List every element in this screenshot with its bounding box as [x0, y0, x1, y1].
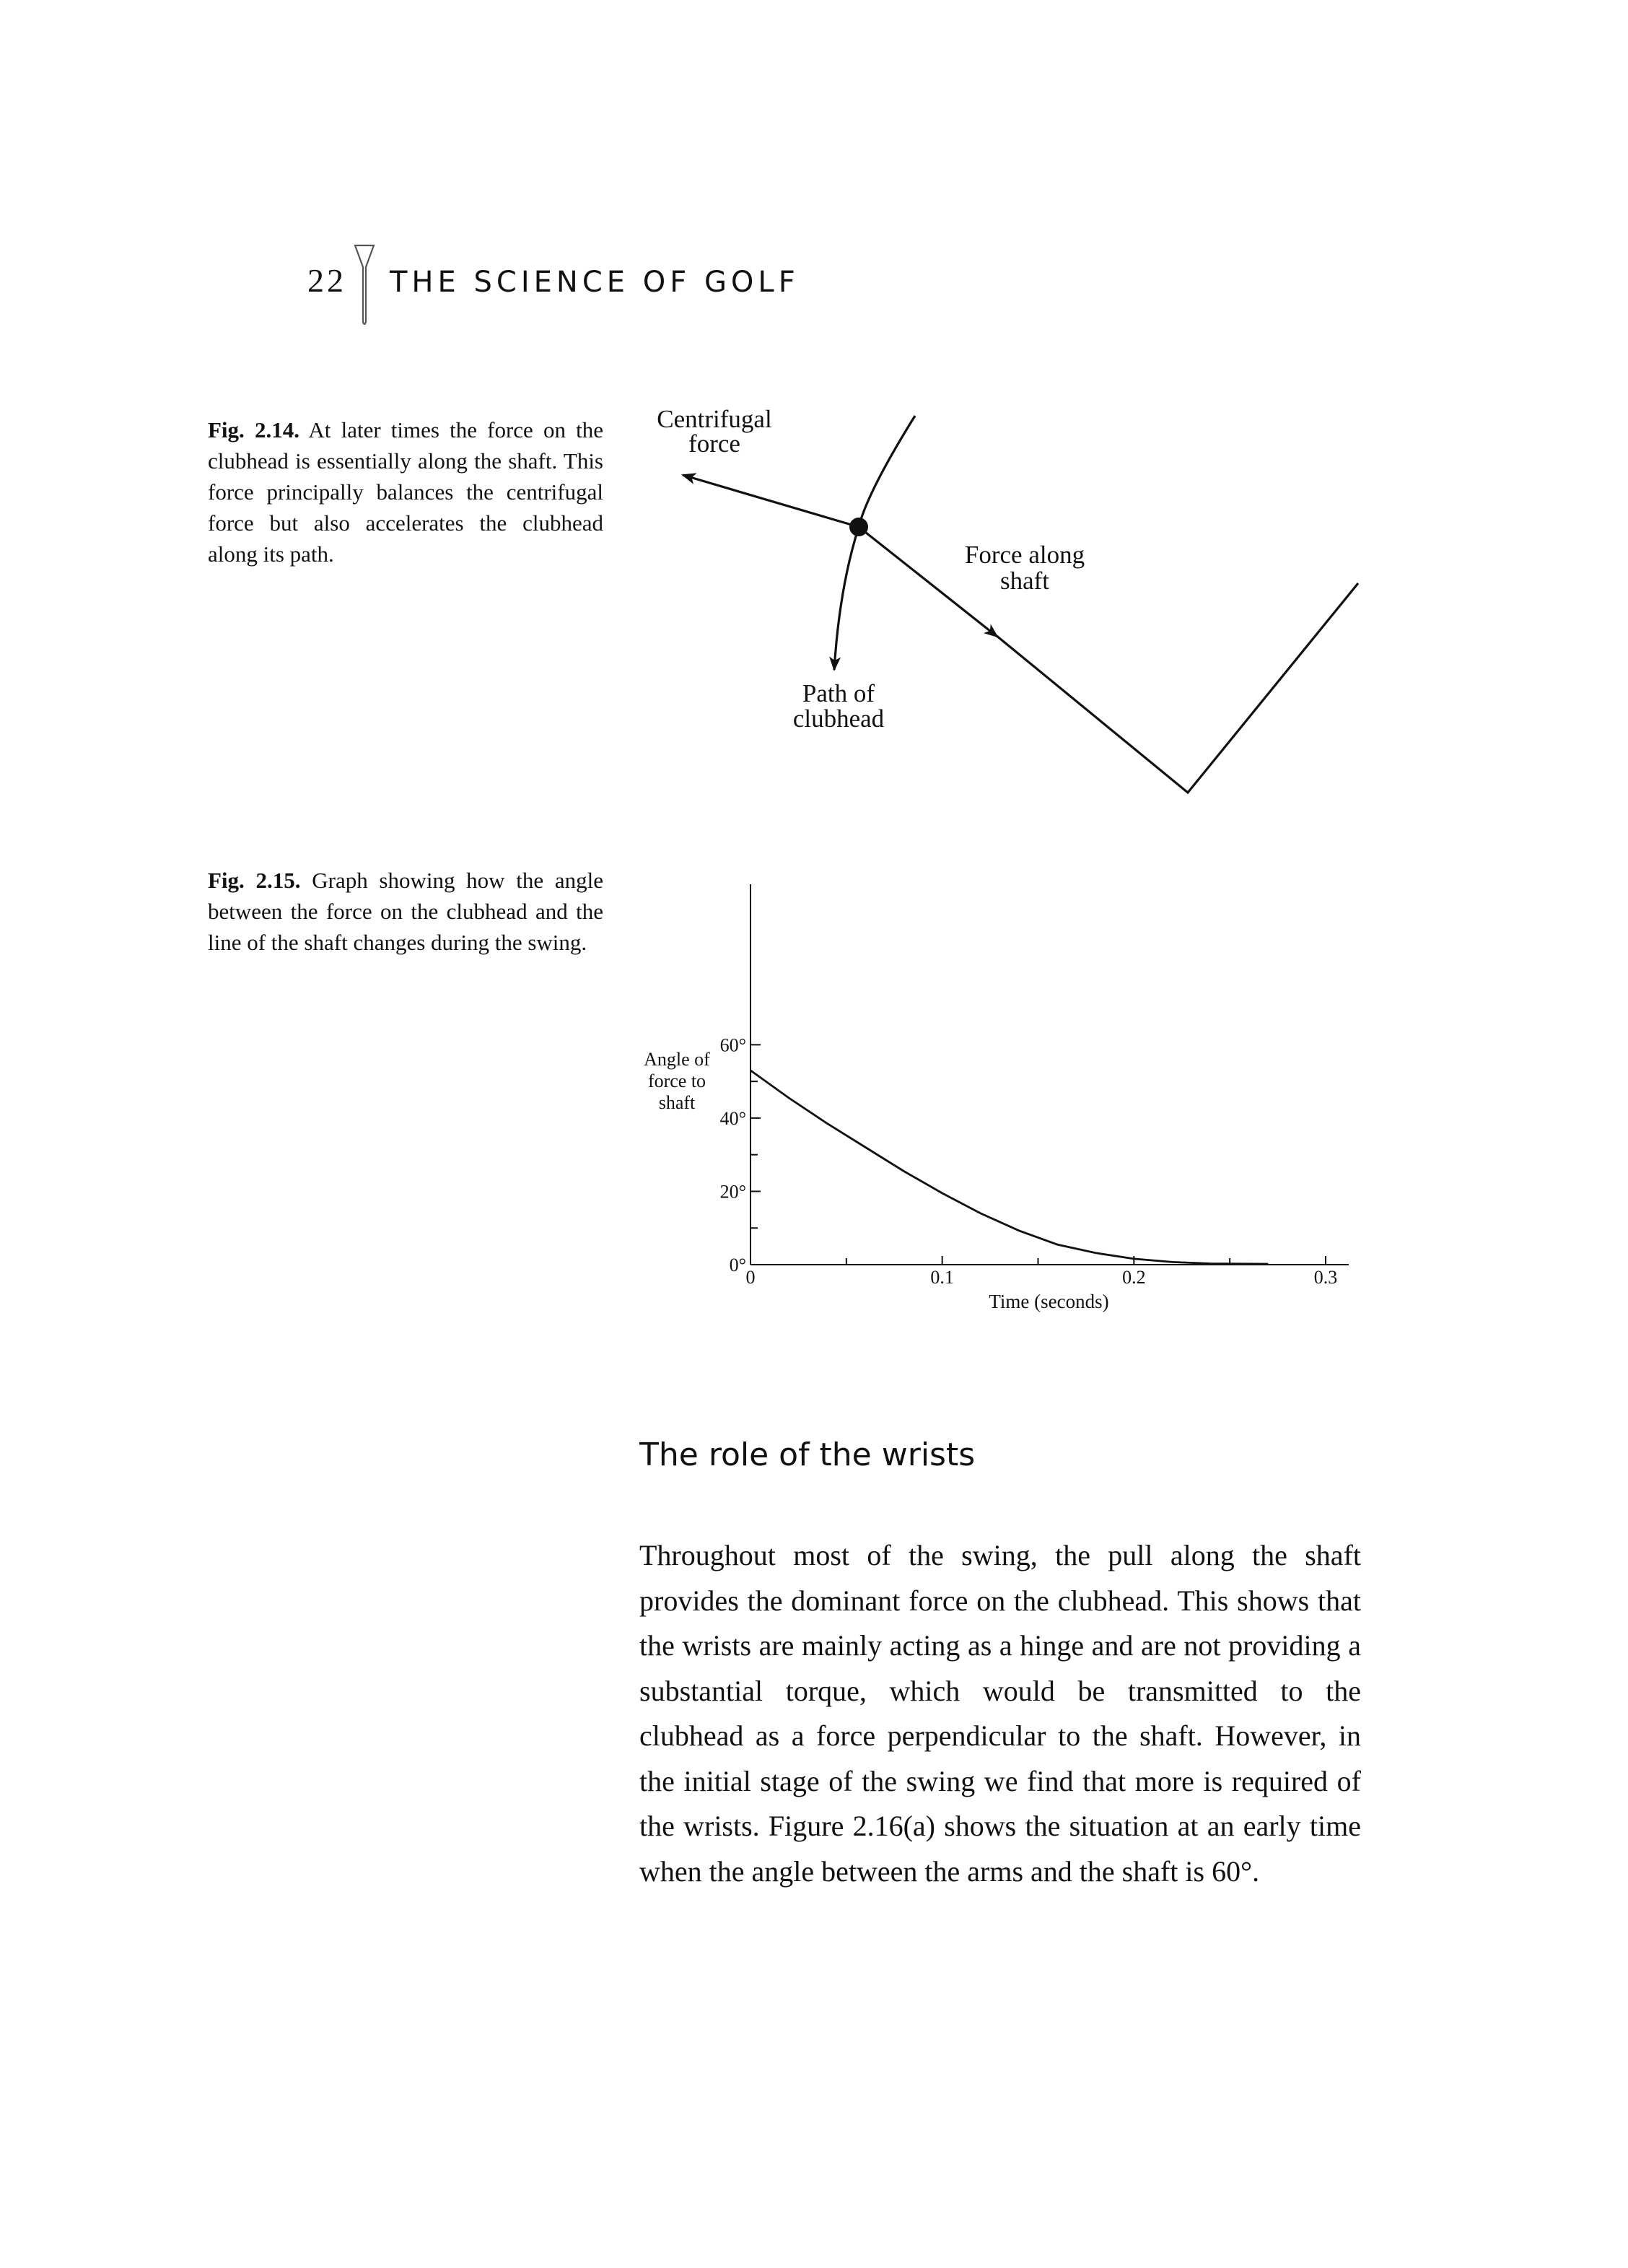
centrifugal-force-arrow [683, 475, 859, 527]
chart-ticks [750, 1044, 1326, 1265]
centrifugal-force-label-1: Centrifugal [657, 405, 772, 433]
clubhead-path-arrow [834, 416, 915, 670]
figure-2-15-chart [621, 866, 1371, 1328]
y-axis-label-line: Angle of [644, 1049, 710, 1070]
y-axis-label-line: shaft [658, 1092, 696, 1113]
figure-2-14-diagram [621, 404, 1386, 808]
figure-2-14-caption [208, 414, 603, 570]
x-axis-label: Time (seconds) [989, 1291, 1109, 1312]
golf-tee-icon [352, 243, 377, 329]
figure-2-15-caption [208, 865, 603, 958]
chart-tick-labels [720, 1034, 1338, 1288]
x-tick-label: 0.1 [930, 1267, 954, 1288]
body-paragraph: Throughout most of the swing, the pull along the shaft provides the dominant force on the clubhead. This shows that the wrists are mainly acting as a hinge and are not providing a substantial torque, which would be transmitted to the clubhead as a force perpendicular to the shaft. However, in the initial stage of the swing we find that more is required of the wrists. Figure 2.16(a) shows the situation at an early time when the angle between the arms and the shaft is 60°. [639, 1539, 1361, 1888]
figure-2-15-caption-text: Graph showing how the angle between the force on the clubhead and the line of the shaft changes during the swing. [208, 868, 603, 955]
centrifugal-force-label-2: force [688, 429, 740, 458]
y-tick-label: 40° [719, 1107, 746, 1129]
running-title: THE SCIENCE OF GOLF [390, 266, 800, 299]
section-heading: The role of the wrists [639, 1436, 976, 1473]
figure-2-15-label: Fig. 2.15. [208, 868, 301, 893]
y-axis-label [644, 1049, 710, 1113]
y-axis-label-line: force to [647, 1070, 706, 1091]
page-number: 22 [307, 262, 346, 299]
path-of-clubhead-label-1: Path of [802, 679, 875, 707]
figure-2-14-caption-text: At later times the force on the clubhead is essentially along the shaft. This force principally balances the centrifugal force but also accelerates the clubhead along its path. [208, 417, 603, 567]
figure-2-14-label: Fig. 2.14. [208, 417, 299, 442]
clubhead-point [849, 518, 868, 536]
force-along-shaft-label-2: shaft [999, 567, 1050, 595]
x-tick-label: 0 [745, 1267, 756, 1288]
chart-axes [750, 884, 1349, 1265]
angle-series-line [750, 1070, 1268, 1264]
force-along-shaft-label-1: Force along [964, 541, 1085, 569]
y-tick-label: 0° [729, 1255, 746, 1275]
y-tick-label: 60° [719, 1034, 746, 1056]
club-shaft-and-arms [996, 583, 1358, 793]
x-tick-label: 0.2 [1122, 1267, 1146, 1288]
x-tick-label: 0.3 [1313, 1267, 1338, 1288]
path-of-clubhead-label-2: clubhead [792, 705, 885, 733]
y-tick-label: 20° [719, 1181, 746, 1203]
